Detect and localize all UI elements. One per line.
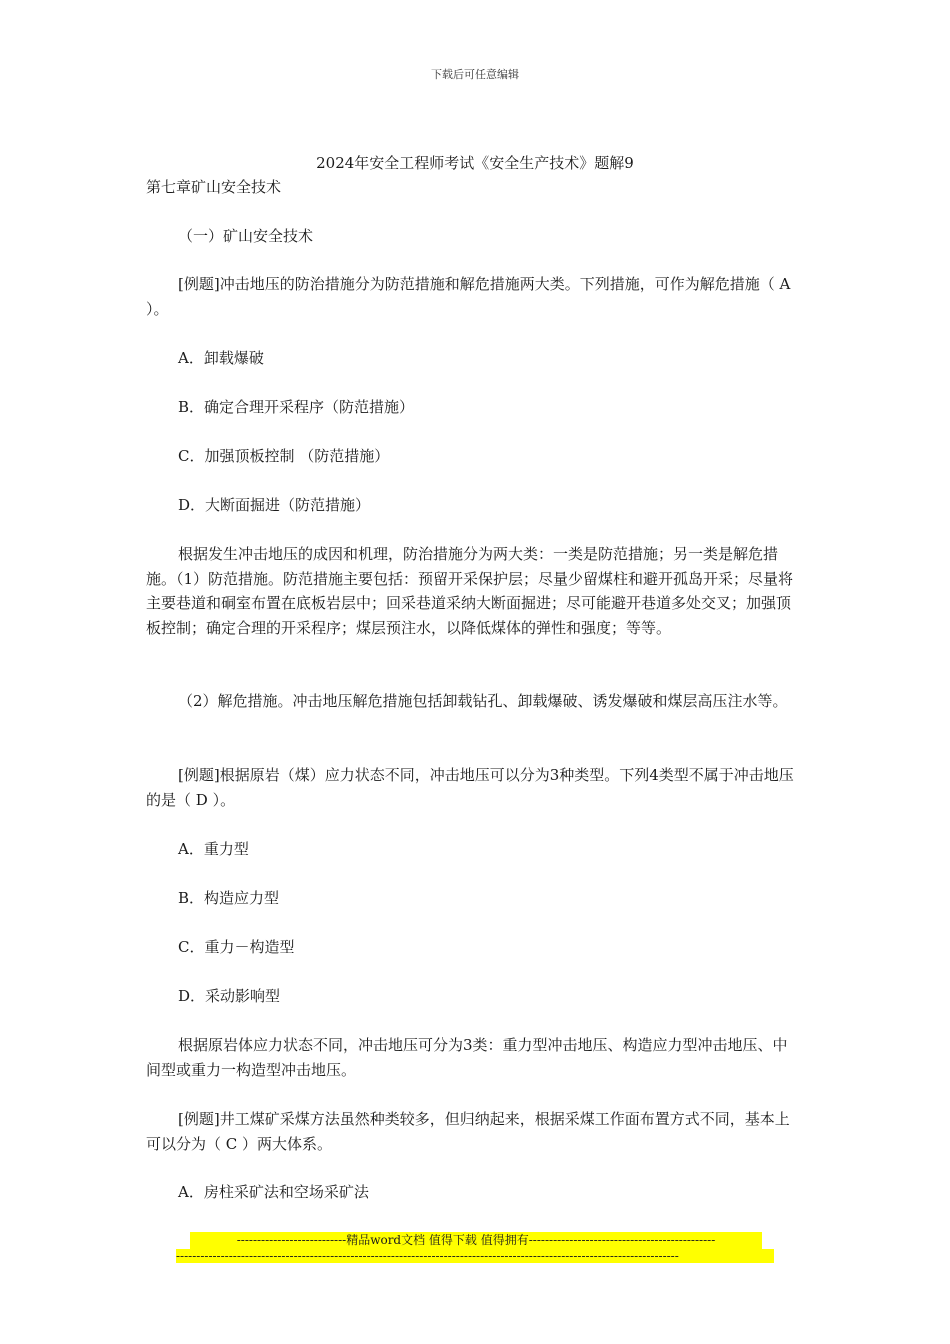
question-1-explanation-1: 根据发生冲击地压的成因和机理，防治措施分为两大类：一类是防范措施；另一类是解危措施。（1）防范措施。防范措施主要包括：预留开采保护层；尽量少留煤柱和避开孤岛开采；尽量将主要巷道和硐室布置在底板岩层中；回采巷道采纳大断面掘进；尽可能避开巷道多处交叉；加强顶板控制；确定合理的开采程序；煤层预注水，以降低煤体的弹性和强度；等等。 (146, 545, 794, 637)
question-2-option-d: D．采动影响型 (178, 987, 281, 1005)
question-1-option-b: B．确定合理开采程序（防范措施） (178, 398, 415, 416)
footer-banner-line-1: ---------------------------精品word文档 值得下载 值得拥有---------------------------------------------- (190, 1232, 762, 1249)
question-2-option-a: A．重力型 (178, 840, 249, 858)
question-1-option-c: C．加强顶板控制 （防范措施） (178, 447, 390, 465)
question-2-option-c: C．重力－构造型 (178, 938, 295, 956)
chapter-heading: 第七章矿山安全技术 (146, 178, 282, 196)
question-1-option-a: A．卸载爆破 (178, 349, 264, 367)
question-2-explanation: 根据原岩体应力状态不同，冲击地压可分为3类：重力型冲击地压、构造应力型冲击地压、中间型或重力一构造型冲击地压。 (146, 1036, 788, 1079)
document-title: 2024年安全工程师考试《安全生产技术》题解9 (316, 154, 634, 172)
question-1-explanation-2: （2）解危措施。冲击地压解危措施包括卸载钻孔、卸载爆破、诱发爆破和煤层高压注水等。 (178, 692, 788, 710)
footer-banner-line-2: ---------------------------------------------------------------------------------------------------------------------------- (176, 1249, 774, 1263)
question-1-stem: [例题]冲击地压的防治措施分为防范措施和解危措施两大类。下列措施，可作为解危措施（ A ）。 (146, 275, 791, 318)
question-3-stem: [例题]井工煤矿采煤方法虽然种类较多，但归纳起来，根据采煤工作面布置方式不同，基本上可以分为（ C ）两大体系。 (146, 1110, 790, 1153)
page-header: 下载后可任意编辑 (431, 68, 519, 81)
question-3-option-a: A．房柱采矿法和空场采矿法 (178, 1183, 369, 1201)
question-2-stem: [例题]根据原岩（煤）应力状态不同，冲击地压可以分为3种类型。下列4类型不属于冲击地压的是（ D ）。 (146, 766, 794, 809)
question-1-option-d: D．大断面掘进（防范措施） (178, 496, 371, 514)
section-heading: （一）矿山安全技术 (178, 227, 314, 245)
question-2-option-b: B．构造应力型 (178, 889, 280, 907)
